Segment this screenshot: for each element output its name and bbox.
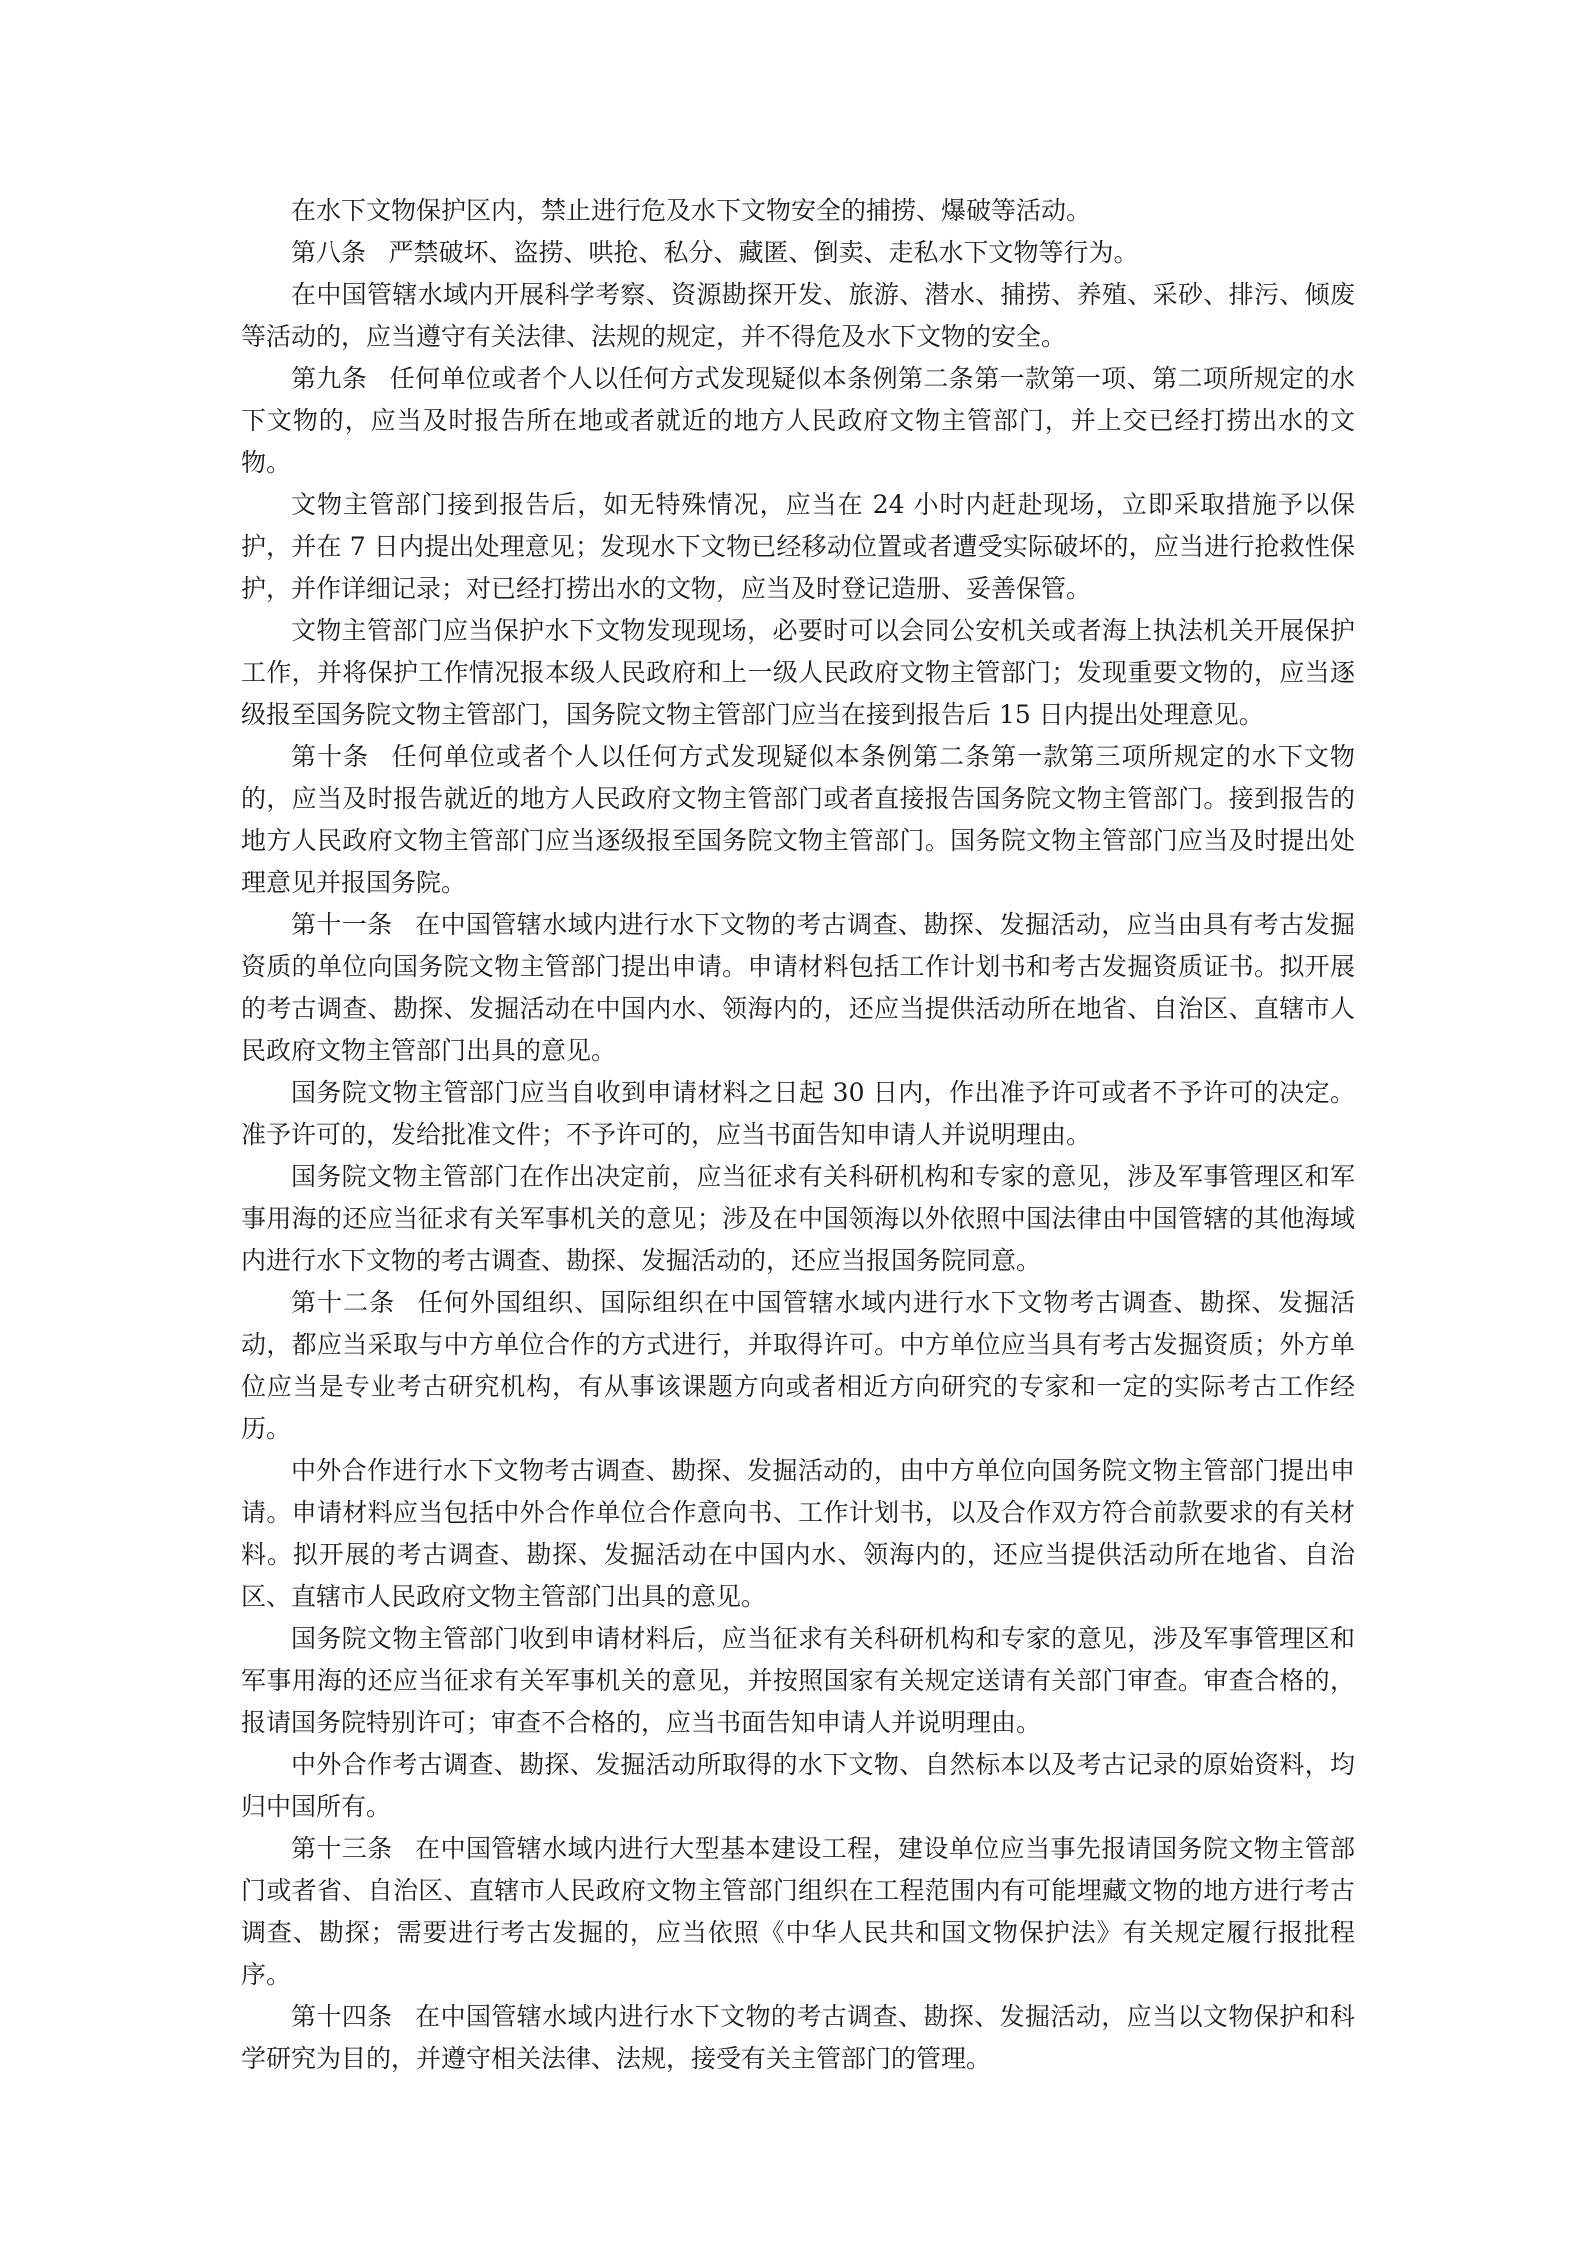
paragraph-text: 国务院文物主管部门应当自收到申请材料之日起 30 日内，作出准予许可或者不予许可的决定。准予许可的，发给批准文件；不予许可的，应当书面告知申请人并说明理由。 (241, 1078, 1355, 1149)
paragraph (241, 1828, 1355, 1996)
paragraph (241, 232, 1355, 274)
paragraph (241, 484, 1355, 610)
paragraph-text: 严禁破坏、盗捞、哄抢、私分、藏匿、倒卖、走私水下文物等行为。 (388, 238, 1139, 267)
paragraph (241, 358, 1355, 484)
paragraph (241, 1156, 1355, 1282)
paragraph-text: 文物主管部门应当保护水下文物发现现场，必要时可以会同公安机关或者海上执法机关开展保护工作，并将保护工作情况报本级人民政府和上一级人民政府文物主管部门；发现重要文物的，应当逐级报至国务院文物主管部门，国务院文物主管部门应当在接到报告后 15 日内提出处理意见。 (241, 616, 1355, 729)
paragraph (241, 1450, 1355, 1618)
paragraph-text: 文物主管部门接到报告后，如无特殊情况，应当在 24 小时内赶赴现场，立即采取措施予以保护，并在 7 日内提出处理意见；发现水下文物已经移动位置或者遭受实际破坏的，应当进行抢救性保护，并作详细记录；对已经打捞出水的文物，应当及时登记造册、妥善保管。 (241, 490, 1355, 603)
article-number: 第十四条 (291, 2002, 393, 2031)
paragraph-text: 在水下文物保护区内，禁止进行危及水下文物安全的捕捞、爆破等活动。 (291, 196, 1092, 225)
paragraph-text: 任何外国组织、国际组织在中国管辖水域内进行水下文物考古调查、勘探、发掘活动，都应当采取与中方单位合作的方式进行，并取得许可。中方单位应当具有考古发掘资质；外方单位应当是专业考古研究机构，有从事该课题方向或者相近方向研究的专家和一定的实际考古工作经历。 (241, 1288, 1355, 1443)
paragraph (241, 1282, 1355, 1450)
paragraph (241, 1996, 1355, 2080)
paragraph-text: 国务院文物主管部门在作出决定前，应当征求有关科研机构和专家的意见，涉及军事管理区和军事用海的还应当征求有关军事机关的意见；涉及在中国领海以外依照中国法律由中国管辖的其他海域内进行水下文物的考古调查、勘探、发掘活动的，还应当报国务院同意。 (241, 1162, 1355, 1275)
paragraph (241, 1618, 1355, 1744)
paragraph-text: 国务院文物主管部门收到申请材料后，应当征求有关科研机构和专家的意见，涉及军事管理区和军事用海的还应当征求有关军事机关的意见，并按照国家有关规定送请有关部门审查。审查合格的，报请国务院特别许可；审查不合格的，应当书面告知申请人并说明理由。 (241, 1624, 1355, 1737)
paragraph-text: 在中国管辖水域内进行大型基本建设工程，建设单位应当事先报请国务院文物主管部门或者省、自治区、直辖市人民政府文物主管部门组织在工程范围内有可能埋藏文物的地方进行考古调查、勘探；需要进行考古发掘的，应当依照《中华人民共和国文物保护法》有关规定履行报批程序。 (241, 1834, 1355, 1989)
paragraph-text: 在中国管辖水域内进行水下文物的考古调查、勘探、发掘活动，应当由具有考古发掘资质的单位向国务院文物主管部门提出申请。申请材料包括工作计划书和考古发掘资质证书。拟开展的考古调查、勘探、发掘活动在中国内水、领海内的，还应当提供活动所在地省、自治区、直辖市人民政府文物主管部门出具的意见。 (241, 910, 1355, 1065)
paragraph-text: 在中国管辖水域内进行水下文物的考古调查、勘探、发掘活动，应当以文物保护和科学研究为目的，并遵守相关法律、法规，接受有关主管部门的管理。 (241, 2002, 1355, 2073)
paragraph-text: 任何单位或者个人以任何方式发现疑似本条例第二条第一款第一项、第二项所规定的水下文物的，应当及时报告所在地或者就近的地方人民政府文物主管部门，并上交已经打捞出水的文物。 (241, 364, 1355, 477)
paragraph (241, 904, 1355, 1072)
article-number: 第九条 (291, 364, 368, 393)
article-number: 第十条 (291, 742, 370, 771)
paragraph (241, 190, 1355, 232)
article-number: 第十二条 (291, 1288, 396, 1317)
paragraph (241, 274, 1355, 358)
article-number: 第十三条 (291, 1834, 393, 1863)
paragraph (241, 610, 1355, 736)
article-number: 第十一条 (291, 910, 393, 939)
regulation-text-body (241, 190, 1355, 2080)
paragraph-text: 中外合作进行水下文物考古调查、勘探、发掘活动的，由中方单位向国务院文物主管部门提出申请。申请材料应当包括中外合作单位合作意向书、工作计划书，以及合作双方符合前款要求的有关材料。拟开展的考古调查、勘探、发掘活动在中国内水、领海内的，还应当提供活动所在地省、自治区、直辖市人民政府文物主管部门出具的意见。 (241, 1456, 1355, 1611)
paragraph-text: 任何单位或者个人以任何方式发现疑似本条例第二条第一款第三项所规定的水下文物的，应当及时报告就近的地方人民政府文物主管部门或者直接报告国务院文物主管部门。接到报告的地方人民政府文物主管部门应当逐级报至国务院文物主管部门。国务院文物主管部门应当及时提出处理意见并报国务院。 (241, 742, 1355, 897)
article-number: 第八条 (291, 238, 367, 267)
paragraph-text: 在中国管辖水域内开展科学考察、资源勘探开发、旅游、潜水、捕捞、养殖、采砂、排污、倾废等活动的，应当遵守有关法律、法规的规定，并不得危及水下文物的安全。 (241, 280, 1355, 351)
paragraph (241, 736, 1355, 904)
paragraph-text: 中外合作考古调查、勘探、发掘活动所取得的水下文物、自然标本以及考古记录的原始资料，均归中国所有。 (241, 1750, 1355, 1821)
paragraph (241, 1072, 1355, 1156)
paragraph (241, 1744, 1355, 1828)
